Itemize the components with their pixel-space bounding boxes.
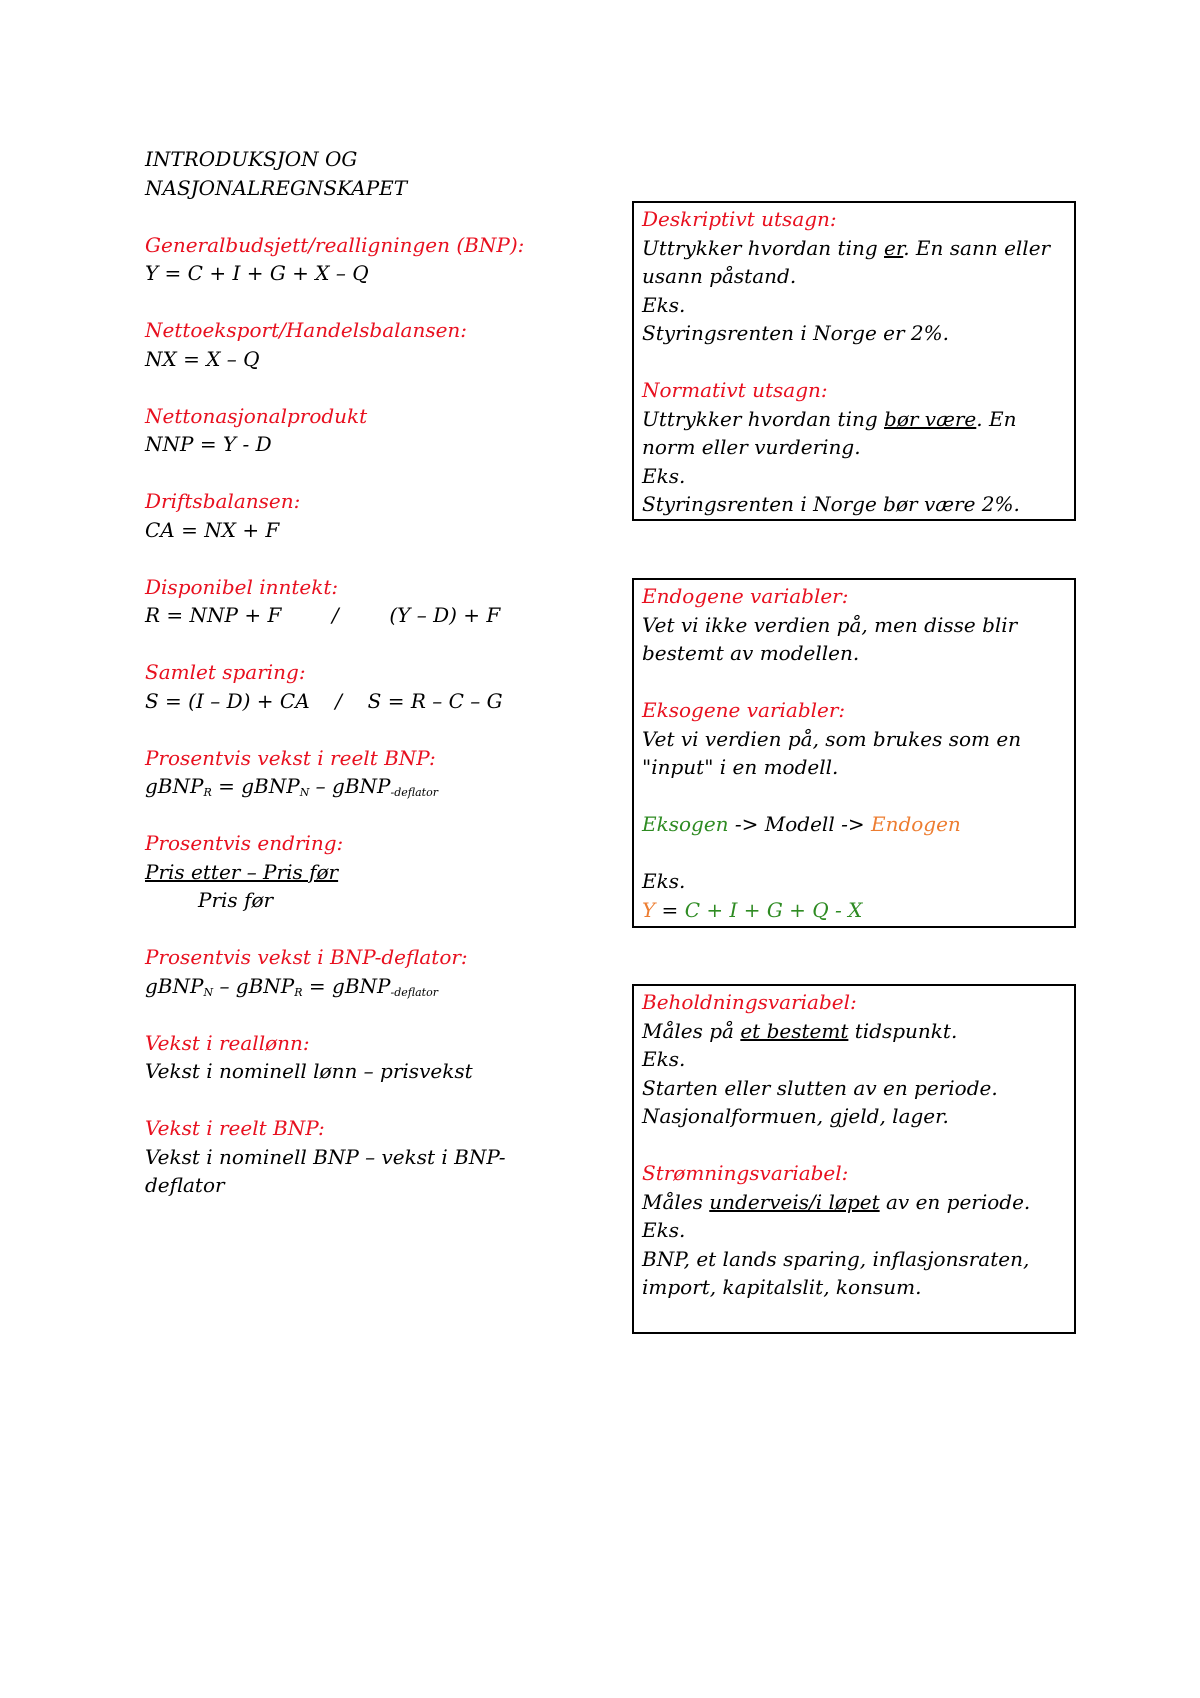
underlined-text: bør være bbox=[884, 406, 977, 431]
formula-real-gdp-growth bbox=[145, 772, 565, 801]
formula-part: gBNP bbox=[145, 774, 204, 798]
box-line: Styringsrenten i Norge bør være 2%. bbox=[642, 492, 1020, 516]
formula-part: gBNP bbox=[145, 973, 204, 998]
fraction-denominator: Pris før bbox=[198, 888, 274, 912]
box-stock-flow bbox=[632, 984, 1076, 1334]
text-part: tidspunkt. bbox=[848, 1018, 958, 1043]
box-heading-flow: Strømningsvariabel: bbox=[642, 1161, 849, 1185]
box-line bbox=[642, 405, 1066, 434]
formula-part: – gBNP bbox=[213, 973, 295, 998]
box-line: Eks. bbox=[642, 1047, 686, 1071]
formula-subscript: R bbox=[203, 786, 212, 799]
formula-disposable-income-b: (Y – D) + F bbox=[389, 603, 501, 627]
text-part: . En bbox=[976, 406, 1017, 431]
box-heading-endogenous: Endogene variabler: bbox=[642, 584, 849, 608]
underlined-text: underveis/i løpet bbox=[709, 1189, 880, 1214]
box-line: Eks. bbox=[642, 869, 686, 893]
box-line: import, kapitalslit, konsum. bbox=[642, 1275, 922, 1299]
formula-separator: / bbox=[335, 688, 343, 713]
box-line: Vet vi verdien på, som brukes som en bbox=[642, 726, 1022, 751]
formula-subscript: -deflator bbox=[390, 786, 438, 799]
box-line: Nasjonalformuen, gjeld, lager. bbox=[642, 1104, 949, 1128]
box-heading-stock: Beholdningsvariabel: bbox=[642, 990, 857, 1014]
text-real-gdp-growth-line-1: Vekst i nominell BNP – vekst i BNP- bbox=[145, 1144, 506, 1169]
heading-net-national-product: Nettonasjonalprodukt bbox=[145, 403, 368, 428]
underlined-text: er bbox=[884, 235, 904, 260]
heading-current-account: Driftsbalansen: bbox=[145, 489, 301, 513]
formula-deflator-growth bbox=[145, 972, 565, 1001]
box-line: norm eller vurdering. bbox=[642, 435, 861, 459]
box-heading-normative: Normativt utsagn: bbox=[642, 378, 828, 402]
formula-net-national-product: NNP = Y - D bbox=[145, 432, 272, 456]
equation-endogenous: Y bbox=[642, 897, 656, 922]
formula-net-exports: NX = X – Q bbox=[145, 346, 260, 371]
heading-percent-change: Prosentvis endring: bbox=[145, 831, 344, 855]
heading-bnp-identity: Generalbudsjett/realligningen (BNP): bbox=[145, 232, 525, 257]
heading-net-exports: Nettoeksport/Handelsbalansen: bbox=[145, 318, 468, 342]
formula-part: – gBNP bbox=[309, 774, 391, 798]
box-line: Eks. bbox=[642, 463, 686, 488]
box-line bbox=[642, 1017, 1066, 1046]
box-statements bbox=[632, 201, 1076, 521]
formula-total-savings-b: S = R – C – G bbox=[367, 688, 503, 713]
heading-deflator-growth: Prosentvis vekst i BNP-deflator: bbox=[145, 945, 468, 969]
equation-exogenous: C + I + G + Q - X bbox=[684, 897, 863, 922]
box-line: Eks. bbox=[642, 292, 686, 317]
formula-bnp-identity: Y = C + I + G + X – Q bbox=[145, 261, 369, 285]
heading-total-savings: Samlet sparing: bbox=[145, 660, 306, 684]
document-title-line-1: INTRODUKSJON OG bbox=[145, 147, 358, 171]
box-line: Starten eller slutten av en periode. bbox=[642, 1075, 998, 1100]
box-line: Eks. bbox=[642, 1218, 686, 1242]
formula-disposable-income-a: R = NNP + F bbox=[145, 603, 282, 627]
formula-subscript: N bbox=[203, 985, 214, 999]
box-line: bestemt av modellen. bbox=[642, 641, 860, 665]
formula-subscript: -deflator bbox=[390, 985, 438, 999]
text-part: Måles på bbox=[642, 1018, 741, 1043]
left-column bbox=[145, 145, 565, 1200]
text-part: Måles bbox=[642, 1189, 710, 1214]
formula-current-account: CA = NX + F bbox=[145, 517, 280, 542]
formula-total-savings-a: S = (I – D) + CA bbox=[145, 688, 310, 713]
text-part: av en periode. bbox=[879, 1189, 1031, 1214]
text-part: Uttrykker hvordan ting bbox=[642, 235, 885, 260]
text-real-gdp-growth-line-2: deflator bbox=[145, 1173, 225, 1197]
model-flow bbox=[642, 810, 1066, 839]
text-real-wage-growth: Vekst i nominell lønn – prisvekst bbox=[145, 1059, 473, 1083]
heading-real-gdp-growth: Prosentvis vekst i reelt BNP: bbox=[145, 745, 436, 770]
box-line bbox=[642, 234, 1066, 263]
fraction-numerator bbox=[145, 858, 565, 887]
equation-equals: = bbox=[655, 897, 685, 922]
formula-part: = gBNP bbox=[302, 973, 391, 998]
box-line: usann påstand. bbox=[642, 264, 797, 288]
flow-exogenous: Eksogen bbox=[642, 812, 729, 836]
box-line bbox=[642, 1188, 1066, 1217]
box-heading-descriptive: Deskriptivt utsagn: bbox=[642, 207, 837, 231]
heading-disposable-income: Disponibel inntekt: bbox=[145, 574, 339, 599]
formula-subscript: N bbox=[299, 786, 310, 799]
formula-subscript: R bbox=[294, 985, 303, 999]
text-part: Uttrykker hvordan ting bbox=[642, 406, 885, 431]
underlined-text: et bestemt bbox=[740, 1018, 849, 1043]
box-line: Vet vi ikke verdien på, men disse blir bbox=[642, 612, 1018, 637]
box-variables bbox=[632, 578, 1076, 928]
heading-real-wage-growth: Vekst i reallønn: bbox=[145, 1030, 310, 1055]
colored-equation bbox=[642, 896, 1066, 925]
box-heading-exogenous: Eksogene variabler: bbox=[642, 698, 846, 722]
box-line: "input" i en modell. bbox=[642, 755, 839, 779]
fraction-numerator-text: Pris etter – Pris før bbox=[145, 859, 339, 884]
box-line: BNP, et lands sparing, inflasjonsraten, bbox=[642, 1246, 1030, 1271]
formula-total-savings bbox=[145, 687, 565, 716]
formula-part: = gBNP bbox=[211, 774, 300, 798]
formula-disposable-income bbox=[145, 601, 565, 630]
heading-real-gdp-growth-2: Vekst i reelt BNP: bbox=[145, 1116, 325, 1140]
flow-model: -> Modell -> bbox=[728, 812, 871, 836]
document-title-line-2: NASJONALREGNSKAPET bbox=[145, 175, 408, 200]
formula-separator: / bbox=[331, 603, 339, 627]
text-part: . En sann eller bbox=[903, 235, 1051, 260]
flow-endogenous: Endogen bbox=[870, 812, 961, 836]
box-line: Styringsrenten i Norge er 2%. bbox=[642, 321, 950, 345]
